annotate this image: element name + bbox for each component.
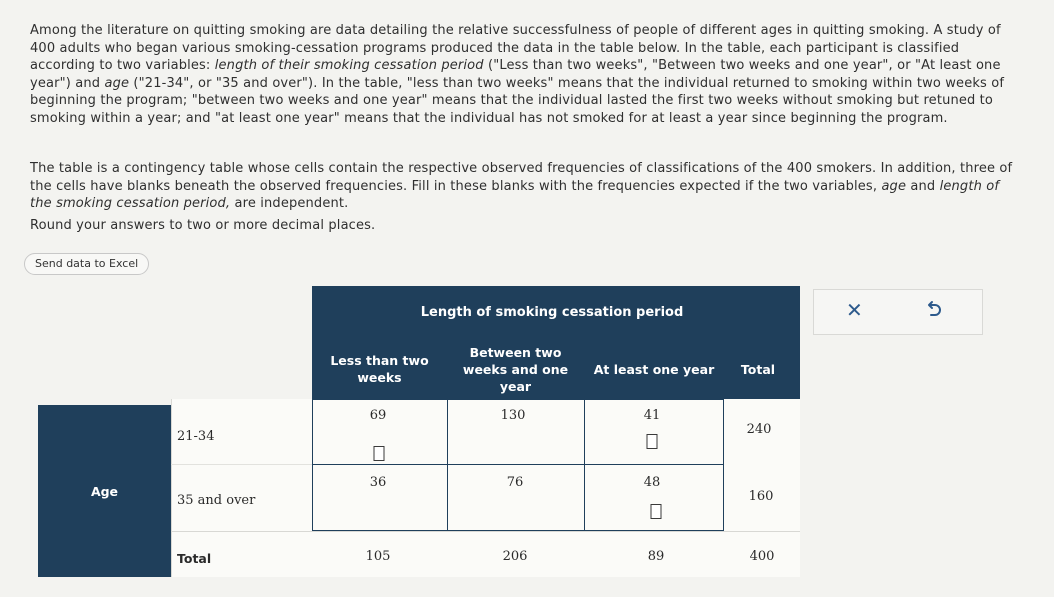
header-edge (792, 286, 800, 399)
grid-line (171, 464, 312, 465)
variable-age-term: age (881, 178, 907, 194)
column-header-between: Between two weeks and one year (447, 339, 584, 399)
column-header-less-than-two-weeks: Less than two weeks (312, 339, 447, 399)
column-header-at-least-one-year: At least one year (584, 339, 724, 399)
observed-21-34-at-least-one-year: 41 (643, 408, 661, 423)
observed-21-34-less-than-two-weeks: 69 (369, 408, 387, 423)
row-label-total: Total (177, 551, 212, 566)
observed-21-34-between: 130 (500, 408, 526, 423)
grid-line (584, 399, 585, 531)
expected-35-plus-at-least-one-year-input[interactable] (651, 504, 662, 519)
column-header-total: Total (724, 339, 792, 399)
variable-length-term: length of the smoking cessation period, (30, 178, 1000, 211)
row-total-21-34: 240 (746, 422, 772, 437)
send-to-excel-button[interactable]: Send data to Excel (24, 253, 149, 275)
intro-paragraph-2 (30, 160, 1020, 213)
variable-age-term: age (104, 75, 130, 91)
expected-21-34-at-least-one-year-input[interactable] (647, 434, 658, 449)
column-total-between: 206 (502, 549, 528, 564)
column-group-header: Length of smoking cessation period (312, 286, 792, 339)
variable-length-term: length of their smoking cessation period (214, 58, 484, 73)
grid-line (312, 464, 724, 465)
intro-text-c: ("21-34", or "35 and over"). In the table, "less than two weeks" means that the individual returned to smoking within two weeks of beginning the program; "between two weeks and one year" means that the individual lasted the first two weeks without smoking but retuned to smoking within a year; and "at least one year" means that the individual has not smoked for at least a year since beginning the program. (30, 75, 1005, 126)
row-total-35-plus: 160 (748, 489, 774, 504)
expected-21-34-less-than-two-weeks-input[interactable] (374, 446, 385, 461)
observed-35-plus-less-than-two-weeks: 36 (369, 475, 387, 490)
intro-paragraph-1 (30, 22, 1020, 127)
grid-line (171, 531, 800, 532)
grid-line (447, 399, 448, 531)
column-total-less-than-two-weeks: 105 (365, 549, 391, 564)
intro-text-b: ("Less than two weeks", "Between two weeks and one year", or "At least one year") and (30, 58, 1001, 91)
undo-icon[interactable] (922, 299, 946, 323)
intro-text-a: Among the literature on quitting smoking are data detailing the relative successfulness of people of different ages in quitting smoking. A study of 400 adults who began various smoking-cessation programs produced the data in the table below. In the table, each participant is classified according to two variables: (30, 23, 1001, 73)
row-group-header: Age (38, 405, 171, 577)
instructions-text-a: The table is a contingency table whose cells contain the respective observed frequencies of classifications of the 400 smokers. In addition, three of the cells have blanks beneath the observed frequencies. Fill in these blanks with the frequencies expected if the two variables, (30, 161, 1013, 194)
grand-total: 400 (749, 549, 775, 564)
observed-35-plus-at-least-one-year: 48 (643, 475, 661, 490)
column-total-at-least-one-year: 89 (647, 549, 665, 564)
instructions-text-b: and (910, 178, 936, 194)
rounding-instruction: Round your answers to two or more decimal places. (30, 218, 376, 233)
instructions-text-c: are independent. (234, 196, 349, 211)
answer-tools-panel (813, 289, 983, 335)
observed-35-plus-between: 76 (506, 475, 524, 490)
x-icon[interactable]: ✕ (846, 298, 863, 322)
row-label-21-34: 21-34 (177, 429, 215, 444)
row-label-35-and-over: 35 and over (177, 493, 256, 508)
